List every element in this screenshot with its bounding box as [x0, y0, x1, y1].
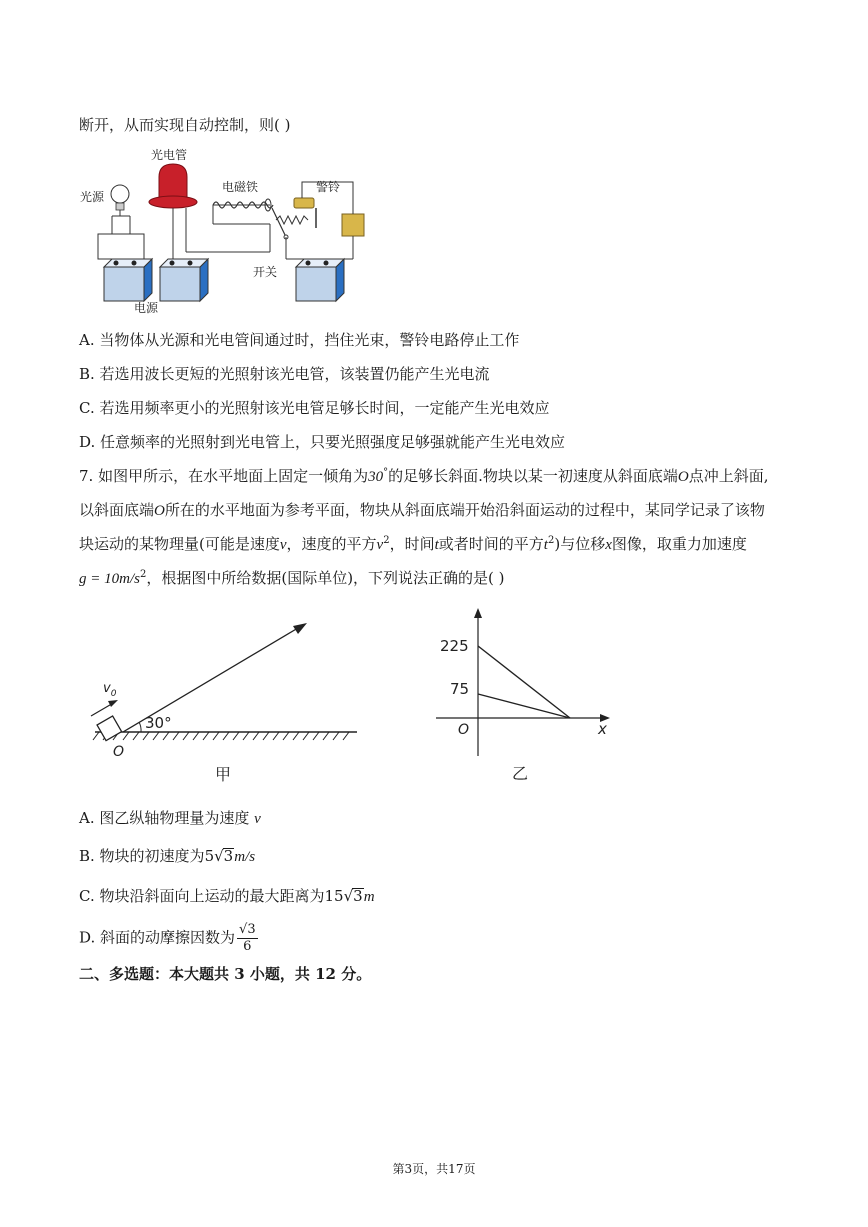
graph-line-1 [478, 646, 570, 718]
q7-option-d: D. 斜面的动摩擦因数为 $\frac{√3}{6}$ [79, 922, 256, 954]
block [97, 716, 122, 741]
q7-stem-line-3: 块运动的某物理量(可能是速度v，速度的平方$v^2$，时间t或者时间的平方$t^2$)与位移x图像，取重力加速度 [79, 535, 747, 553]
caption-jia: 甲 [215, 765, 232, 784]
battery-middle-icon [160, 259, 208, 301]
origin-label-yi: O [458, 722, 470, 738]
label-photocell: 光电管 [151, 148, 188, 162]
photocell-circuit-figure [76, 142, 376, 317]
graph-line-2 [478, 694, 570, 718]
photocell-icon [149, 164, 197, 208]
section-title: 二、多选题：本大题共 3 小题，共 12 分。 [79, 965, 372, 983]
incline-arrow-head [293, 623, 307, 634]
x-axis-label: x [598, 720, 607, 738]
q7-option-b: B. 物块的初速度为5√3m/s [79, 847, 256, 865]
q6-option-b: B. 若选用波长更短的光照射该光电管，该装置仍能产生光电流 [79, 365, 490, 383]
origin-label-jia: O [113, 744, 125, 760]
tick-label-225: 225 [440, 637, 469, 655]
light-bulb-icon [111, 185, 129, 216]
q7-stem-line-2: 以斜面底端O所在的水平地面为参考平面，物块从斜面底端开始沿斜面运动的过程中，某同学记录了该物 [79, 501, 765, 519]
label-power: 电源 [134, 301, 159, 315]
intro-line: 断开，从而实现自动控制，则( ) [79, 116, 291, 134]
ground-hatching [93, 732, 349, 740]
angle-label: 30° [145, 714, 172, 732]
label-light-source: 光源 [80, 190, 105, 204]
page-footer: 第3页，共17页 [392, 1162, 476, 1176]
q7-stem-line-1: 7. 如图甲所示，在水平地面上固定一倾角为30°的足够长斜面.物块以某一初速度从斜面底端O点冲上斜面, [79, 467, 769, 485]
battery-left-icon [104, 259, 152, 301]
q6-option-a: A. 当物体从光源和光电管间通过时，挡住光束，警铃电路停止工作 [79, 331, 520, 349]
incline-figure [85, 612, 375, 792]
fraction: $\frac{√3}{6}$ [239, 922, 256, 954]
tick-label-75: 75 [450, 680, 470, 698]
q7-option-a: A. 图乙纵轴物理量为速度 v [79, 809, 261, 827]
y-axis-arrow [474, 608, 482, 618]
q6-option-c: C. 若选用频率更小的光照射该光电管足够长时间，一定能产生光电效应 [79, 399, 550, 417]
q7-option-c: C. 物块沿斜面向上运动的最大距离为15√3m [79, 887, 375, 905]
battery-right-icon [296, 259, 344, 301]
label-electromagnet: 电磁铁 [222, 180, 259, 194]
electromagnet-coil-icon [213, 199, 273, 211]
q6-option-d: D. 任意频率的光照射到光电管上，只要光照强度足够强就能产生光电效应 [79, 433, 566, 451]
label-switch: 开关 [253, 265, 278, 279]
caption-yi: 乙 [512, 764, 529, 783]
graph-yi [430, 606, 620, 792]
q7-stem-line-4: $g = 10m/s^2$，根据图中所给数据(国际单位)，下列说法正确的是( ) [79, 569, 505, 587]
v0-label: $v_0$ [103, 681, 117, 699]
label-bell: 警铃 [316, 180, 341, 194]
v0-arrow-head [108, 700, 118, 707]
